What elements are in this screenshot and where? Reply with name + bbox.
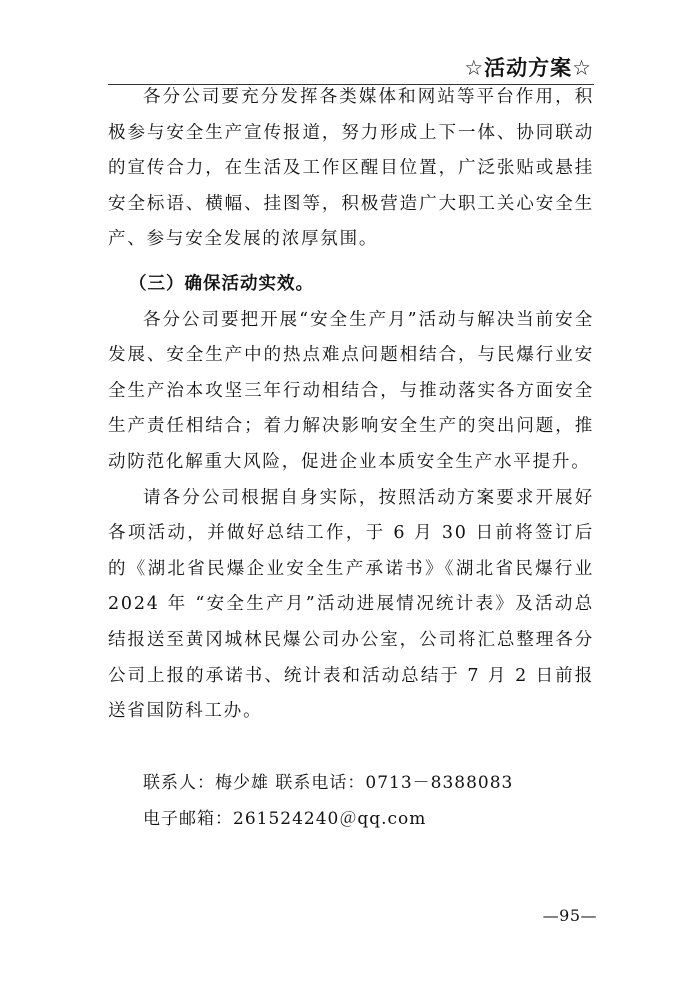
document-body bbox=[108, 80, 594, 730]
contact-person-line: 联系人：梅少雄 联系电话：0713－8388083 bbox=[143, 773, 514, 793]
header-title: ☆活动方案☆ bbox=[464, 56, 592, 80]
contact-block bbox=[143, 765, 603, 837]
contact-email-line: 电子邮箱：261524240＠qq.com bbox=[143, 809, 427, 829]
paragraph-submission-instructions: 请各分公司根据自身实际，按照活动方案要求开展好各项活动，并做好总结工作，于 6 月 30 日前将签订后的《湖北省民爆企业安全生产承诺书》《湖北省民爆行业 2024 年 “安全生产月”活动进展情况统计表》及活动总结报送至黄冈城林民爆公司办公室，公司将汇总整理各分公司上报的承诺书、统计表和活动总结于 7 月 2 日前报送省国防科工办。 bbox=[108, 487, 594, 722]
section-heading: （三）确保活动实效。 bbox=[129, 273, 314, 294]
paragraph-media-publicity: 各分公司要充分发挥各类媒体和网站等平台作用，积极参与安全生产宣传报道，努力形成上下一体、协同联动的宣传合力，在生活及工作区醒目位置，广泛张贴或悬挂安全标语、横幅、挂图等，积极营造广大职工关心安全生产、参与安全发展的浓厚氛围。 bbox=[108, 87, 594, 250]
paragraph-activity-integration: 各分公司要把开展“安全生产月”活动与解决当前安全发展、安全生产中的热点难点问题相结合，与民爆行业安全生产治本攻坚三年行动相结合，与推动落实各方面安全生产责任相结合；着力解决影响安全生产的突出问题，推动防范化解重大风险，促进企业本质安全生产水平提升。 bbox=[108, 309, 594, 472]
page-number: —95— bbox=[542, 906, 597, 925]
